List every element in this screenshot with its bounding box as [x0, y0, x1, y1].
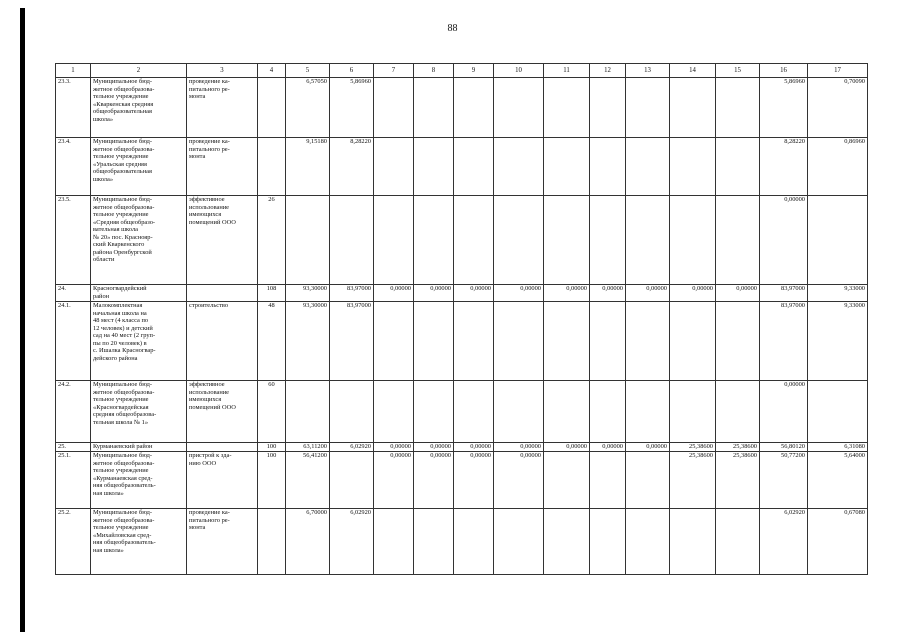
- table-cell: [808, 381, 868, 443]
- table-cell: 83,97000: [330, 285, 374, 302]
- table-cell: [590, 138, 626, 196]
- table-cell: [626, 509, 670, 575]
- table-cell: 8,28220: [330, 138, 374, 196]
- table-cell: 25.: [56, 443, 91, 452]
- table-cell: строительство: [187, 302, 258, 381]
- table-cell: Муниципальное бюд- жетное общеобразова- тельное учреждение «Средняя общеобразо- вательная школа № 20» пос. Краснояр- ский Кваркенского района Оренбургской области: [91, 196, 187, 285]
- table-cell: 6,02920: [330, 443, 374, 452]
- table-cell: [330, 196, 374, 285]
- table-cell: [494, 509, 544, 575]
- table-cell: 0,00000: [454, 452, 494, 509]
- table-cell: [670, 138, 716, 196]
- table-cell: [454, 302, 494, 381]
- table-cell: [454, 381, 494, 443]
- table-cell: 93,30000: [286, 302, 330, 381]
- table-cell: Малокомплектная начальная школа на 48 мест (4 класса по 12 человек) и детский сад на 40 мест (2 груп- пы по 20 человек) в с. Ишалка Красногвар- дейского района: [91, 302, 187, 381]
- table-cell: [544, 509, 590, 575]
- table-cell: 48: [258, 302, 286, 381]
- table-cell: [590, 452, 626, 509]
- table-cell: 0,00000: [626, 443, 670, 452]
- table-cell: [414, 138, 454, 196]
- table-cell: 0,00000: [414, 443, 454, 452]
- table-cell: [494, 381, 544, 443]
- table-cell: [258, 78, 286, 138]
- table-cell: 5,86960: [330, 78, 374, 138]
- table-cell: [494, 302, 544, 381]
- table-cell: [374, 138, 414, 196]
- table-cell: 0,00000: [760, 381, 808, 443]
- table-cell: [716, 78, 760, 138]
- table-cell: 25,38600: [716, 452, 760, 509]
- table-cell: 100: [258, 443, 286, 452]
- table-cell: [544, 138, 590, 196]
- table-cell: [454, 78, 494, 138]
- table-cell: [258, 509, 286, 575]
- header-cell: 12: [590, 64, 626, 78]
- table-cell: [258, 138, 286, 196]
- table-cell: [414, 196, 454, 285]
- table-cell: [626, 452, 670, 509]
- table-cell: 0,00000: [374, 285, 414, 302]
- table-cell: 6,02920: [330, 509, 374, 575]
- table-cell: 83,97000: [760, 302, 808, 381]
- header-cell: 3: [187, 64, 258, 78]
- table-row: [56, 78, 868, 138]
- table-cell: Муниципальное бюд- жетное общеобразова- тельное учреждение «Михайловская сред- няя общеобразователь- ная школа»: [91, 509, 187, 575]
- table-cell: [454, 509, 494, 575]
- table-cell: [374, 196, 414, 285]
- header-cell: 16: [760, 64, 808, 78]
- table-cell: 26: [258, 196, 286, 285]
- table-cell: 23.5.: [56, 196, 91, 285]
- table-cell: 24.: [56, 285, 91, 302]
- table-cell: 0,00000: [544, 285, 590, 302]
- table-cell: [414, 78, 454, 138]
- table-cell: 0,00000: [414, 452, 454, 509]
- table-cell: [544, 196, 590, 285]
- table-row: [56, 452, 868, 509]
- header-cell: 1: [56, 64, 91, 78]
- header-cell: 6: [330, 64, 374, 78]
- table-cell: 0,67080: [808, 509, 868, 575]
- table-cell: [808, 196, 868, 285]
- table-cell: 0,00000: [760, 196, 808, 285]
- header-cell: 5: [286, 64, 330, 78]
- data-table: [55, 63, 868, 575]
- table-cell: [716, 381, 760, 443]
- table-cell: Муниципальное бюд- жетное общеобразова- тельное учреждение «Курманаевская сред- няя общеобразователь- ная школа»: [91, 452, 187, 509]
- header-cell: 7: [374, 64, 414, 78]
- table-cell: 25,38600: [670, 452, 716, 509]
- table-cell: 0,00000: [544, 443, 590, 452]
- table-cell: 108: [258, 285, 286, 302]
- table-cell: [454, 196, 494, 285]
- table-cell: 0,00000: [626, 285, 670, 302]
- table-cell: 9,33000: [808, 285, 868, 302]
- table-cell: [716, 509, 760, 575]
- header-cell: 14: [670, 64, 716, 78]
- table-cell: [670, 196, 716, 285]
- table-cell: 0,00000: [374, 443, 414, 452]
- table-cell: 0,00000: [590, 285, 626, 302]
- table-cell: [330, 452, 374, 509]
- table-cell: [590, 302, 626, 381]
- table-cell: [670, 381, 716, 443]
- table-cell: проведение ка- питального ре- монта: [187, 78, 258, 138]
- table-cell: [670, 302, 716, 381]
- table-cell: 0,00000: [494, 443, 544, 452]
- header-cell: 13: [626, 64, 670, 78]
- table-cell: 0,00000: [414, 285, 454, 302]
- table-cell: 5,86960: [760, 78, 808, 138]
- table-cell: [286, 196, 330, 285]
- header-row: [56, 64, 868, 78]
- table-cell: 9,33000: [808, 302, 868, 381]
- table-cell: 56,41200: [286, 452, 330, 509]
- table-cell: [716, 196, 760, 285]
- table-cell: 5,64000: [808, 452, 868, 509]
- table-row: [56, 443, 868, 452]
- table-cell: Курманаевский район: [91, 443, 187, 452]
- table-cell: [590, 509, 626, 575]
- table-cell: 0,00000: [670, 285, 716, 302]
- table-cell: 8,28220: [760, 138, 808, 196]
- table-cell: [626, 78, 670, 138]
- header-cell: 11: [544, 64, 590, 78]
- table-cell: 6,70000: [286, 509, 330, 575]
- table-cell: 6,31080: [808, 443, 868, 452]
- table-cell: [590, 78, 626, 138]
- table-row: [56, 302, 868, 381]
- table-cell: Красногвардейский район: [91, 285, 187, 302]
- table-cell: [544, 78, 590, 138]
- table-cell: 24.2.: [56, 381, 91, 443]
- header-cell: 17: [808, 64, 868, 78]
- table-cell: 0,00000: [454, 285, 494, 302]
- table-cell: [716, 138, 760, 196]
- table-cell: 0,00000: [454, 443, 494, 452]
- table-cell: [187, 443, 258, 452]
- table-cell: [414, 381, 454, 443]
- table-cell: 93,30000: [286, 285, 330, 302]
- table-row: [56, 285, 868, 302]
- table-cell: 0,00000: [374, 452, 414, 509]
- table-cell: 25,38600: [716, 443, 760, 452]
- table-cell: 24.1.: [56, 302, 91, 381]
- table-cell: 6,02920: [760, 509, 808, 575]
- table-cell: проведение ка- питального ре- монта: [187, 509, 258, 575]
- header-cell: 2: [91, 64, 187, 78]
- table-cell: [626, 302, 670, 381]
- table-cell: пристрой к зда- нию ООО: [187, 452, 258, 509]
- table-cell: [670, 509, 716, 575]
- table-cell: 0,00000: [590, 443, 626, 452]
- table-cell: [670, 78, 716, 138]
- table-cell: [626, 381, 670, 443]
- table-cell: 25.1.: [56, 452, 91, 509]
- header-cell: 4: [258, 64, 286, 78]
- table-cell: 83,97000: [330, 302, 374, 381]
- table-cell: [544, 381, 590, 443]
- table-cell: [374, 381, 414, 443]
- header-cell: 15: [716, 64, 760, 78]
- table-row: [56, 138, 868, 196]
- table-cell: 23.4.: [56, 138, 91, 196]
- table-cell: 50,77200: [760, 452, 808, 509]
- table-cell: 25.2.: [56, 509, 91, 575]
- table-cell: 0,00000: [494, 452, 544, 509]
- table-cell: 83,97000: [760, 285, 808, 302]
- table-cell: [716, 302, 760, 381]
- table-cell: эффективное использование имеющихся помещений ООО: [187, 381, 258, 443]
- table-cell: [626, 196, 670, 285]
- table-cell: [374, 78, 414, 138]
- header-cell: 9: [454, 64, 494, 78]
- table-cell: [590, 381, 626, 443]
- table-cell: [494, 138, 544, 196]
- table-cell: [454, 138, 494, 196]
- table-cell: 0,70090: [808, 78, 868, 138]
- table-cell: эффективное использование имеющихся помещений ООО: [187, 196, 258, 285]
- table-cell: 6,57050: [286, 78, 330, 138]
- header-cell: 10: [494, 64, 544, 78]
- table-cell: [626, 138, 670, 196]
- table-cell: [544, 302, 590, 381]
- table-cell: 25,38600: [670, 443, 716, 452]
- table-row: [56, 509, 868, 575]
- table-cell: 56,80120: [760, 443, 808, 452]
- table-row: [56, 381, 868, 443]
- table-cell: [374, 509, 414, 575]
- page-number: 88: [447, 23, 458, 34]
- table-cell: 60: [258, 381, 286, 443]
- table-cell: [414, 509, 454, 575]
- table-cell: Муниципальное бюд- жетное общеобразова- тельное учреждение «Кваркенская средняя общеобразовательная школа»: [91, 78, 187, 138]
- table-cell: 100: [258, 452, 286, 509]
- table-cell: [590, 196, 626, 285]
- table-cell: 0,00000: [716, 285, 760, 302]
- table-cell: 0,00000: [494, 285, 544, 302]
- table-cell: Муниципальное бюд- жетное общеобразова- тельное учреждение «Уральская средняя общеобразовательная школа»: [91, 138, 187, 196]
- table-row: [56, 196, 868, 285]
- table-cell: [494, 196, 544, 285]
- table-cell: 0,86960: [808, 138, 868, 196]
- table-cell: [494, 78, 544, 138]
- header-cell: 8: [414, 64, 454, 78]
- table-cell: 63,11200: [286, 443, 330, 452]
- table-cell: [330, 381, 374, 443]
- scan-edge-bar: [20, 8, 25, 632]
- table-cell: Муниципальное бюд- жетное общеобразова- тельное учреждение «Красногвардейская средняя общеобразова- тельная школа № 1»: [91, 381, 187, 443]
- table-cell: 23.3.: [56, 78, 91, 138]
- table-cell: 9,15180: [286, 138, 330, 196]
- table-cell: [286, 381, 330, 443]
- table-cell: [544, 452, 590, 509]
- table-cell: проведение ка- питального ре- монта: [187, 138, 258, 196]
- table-cell: [414, 302, 454, 381]
- table-cell: [187, 285, 258, 302]
- table-cell: [374, 302, 414, 381]
